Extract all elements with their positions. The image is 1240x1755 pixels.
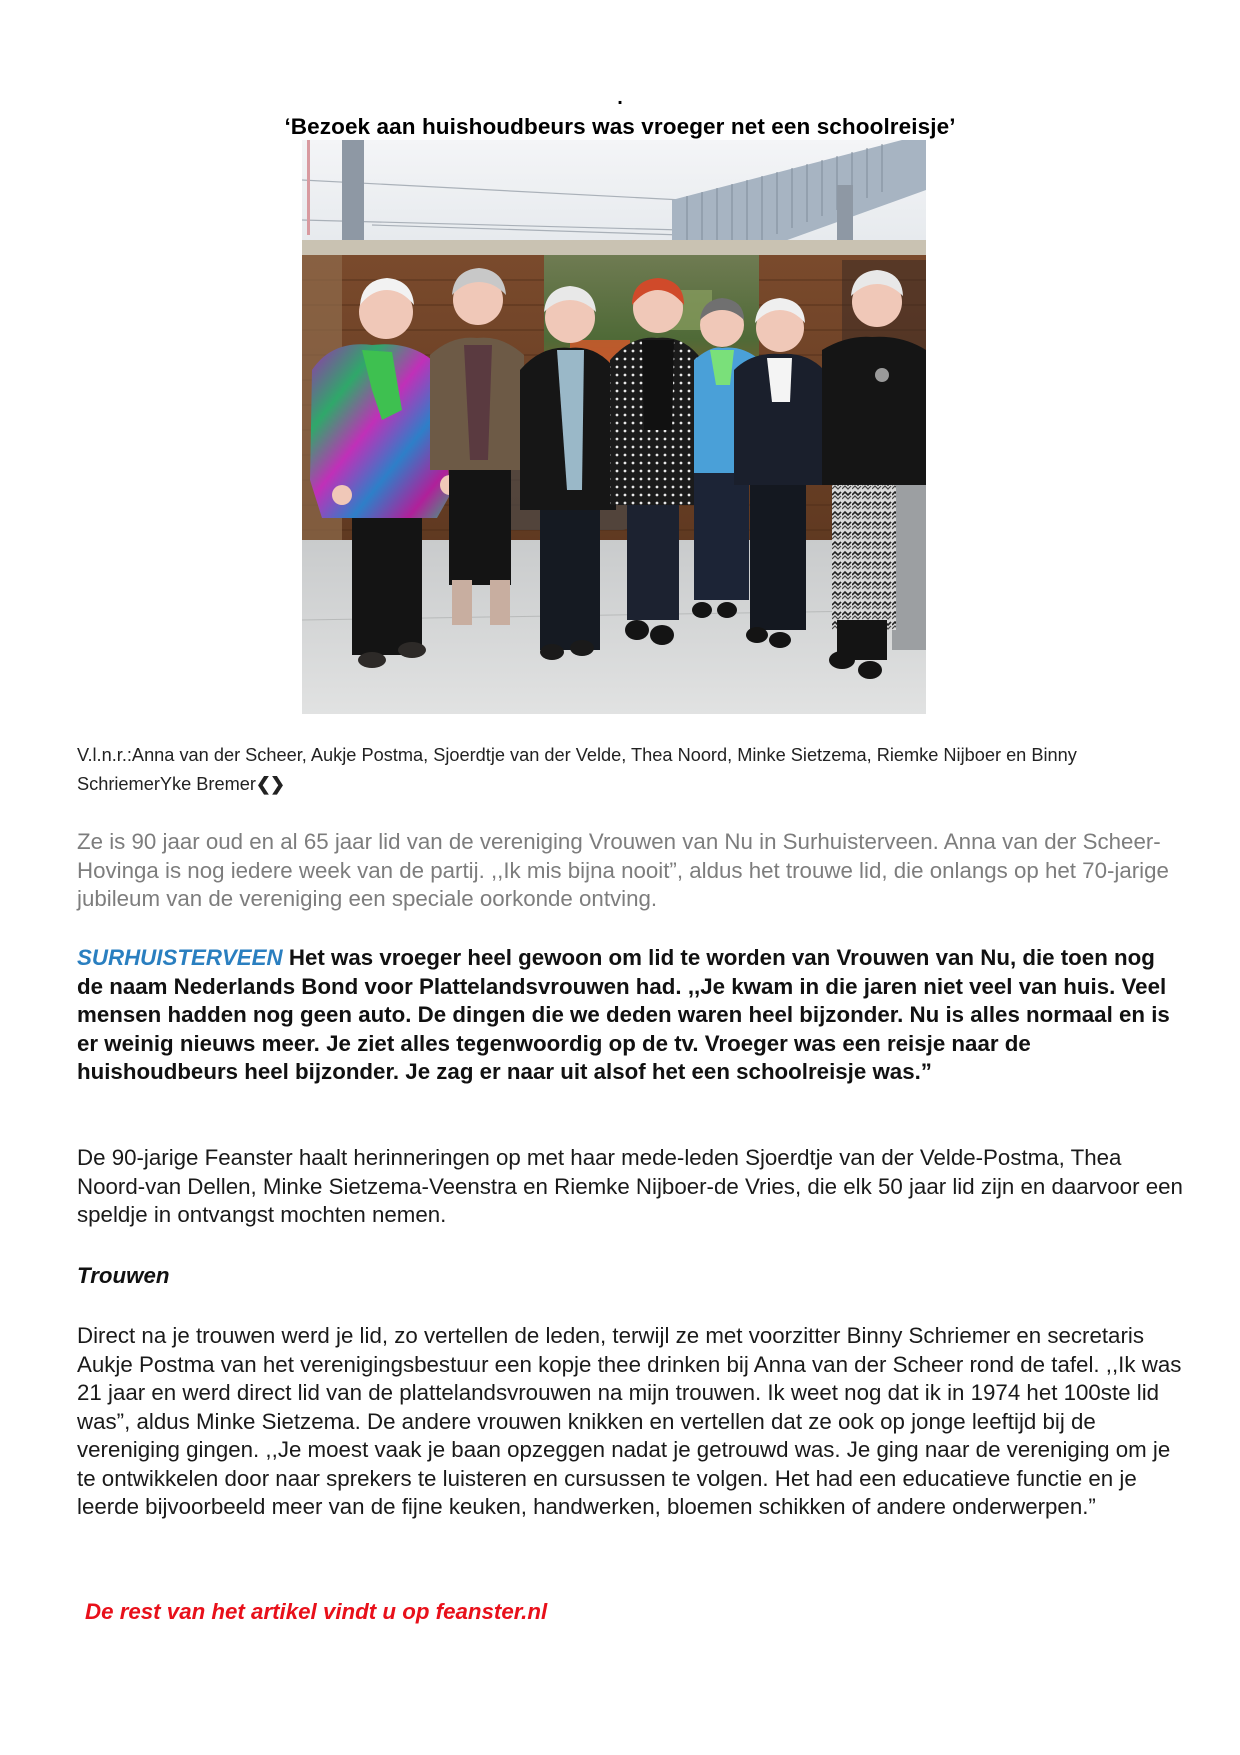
dateline: SURHUISTERVEEN: [77, 945, 283, 970]
read-more-link[interactable]: De rest van het artikel vindt u op feanster.nl: [85, 1599, 548, 1624]
gallery-nav-arrows-icon[interactable]: ❮❯: [255, 774, 285, 794]
separator-dot: .: [617, 87, 623, 109]
caption-text: V.l.n.r.:Anna van der Scheer, Aukje Postma, Sjoerdtje van der Velde, Thea Noord, Minke Sietzema, Riemke Nijboer en Binny SchriemerYke Bremer: [77, 745, 1077, 794]
article-headline: ‘Bezoek aan huishoudbeurs was vroeger net een schoolreisje’: [284, 114, 956, 139]
body-paragraph-1: De 90-jarige Feanster haalt herinneringen op met haar mede-leden Sjoerdtje van der Velde-Postma, Thea Noord-van Dellen, Minke Sietzema-Veenstra en Riemke Nijboer-de Vries, die elk 50 jaar lid zijn en daarvoor een speldje in ontvangst mochten nemen.: [77, 1145, 1183, 1227]
lead-text: Het was vroeger heel gewoon om lid te worden van Vrouwen van Nu, die toen nog de naam Nederlands Bond voor Plattelandsvrouwen had. ,,Je kwam in die jaren niet veel van huis. Veel mensen hadden nog geen auto. De dingen die we deden waren heel bijzonder. Nu is alles normaal en is er weinig nieuws meer. Je ziet alles tegenwoordig op de tv. Vroeger was een reisje naar de huishoudbeurs heel bijzonder. Je zag er naar uit alsof het een schoolreisje was.”: [77, 945, 1170, 1084]
body-paragraph-2: Direct na je trouwen werd je lid, zo vertellen de leden, terwijl ze met voorzitter Binny Schriemer en secretaris Aukje Postma van het verenigingsbestuur een kopje thee drinken bij Anna van der Scheer rond de tafel. ,,Ik was 21 jaar en werd direct lid van de plattelandsvrouwen na mijn trouwen. Ik weet nog dat ik in 1974 het 100ste lid was”, aldus Minke Sietzema. De andere vrouwen knikken en vertellen dat ze ook op jonge leeftijd bij de vereniging gingen. ,,Je moest vaak je baan opzeggen nadat je getrouwd was. Je ging naar de vereniging om je te ontwikkelen door naar sprekers te luisteren en cursussen te volgen. Het had een educatieve functie en je leerde bijvoorbeeld meer van de fijne keuken, handwerken, bloemen schikken of andere onderwerpen.”: [77, 1323, 1182, 1519]
photo-caption: [77, 741, 1187, 799]
intro-paragraph: Ze is 90 jaar oud en al 65 jaar lid van de vereniging Vrouwen van Nu in Surhuisterveen. Anna van der Scheer-Hovinga is nog iedere week van de partij. ,,Ik mis bijna nooit”, aldus het trouwe lid, die onlangs op het 70-jarige jubileum van de vereniging een speciale oorkonde ontving.: [77, 829, 1169, 911]
group-photo: [302, 140, 926, 714]
lead-paragraph: [77, 944, 1187, 1087]
subheading: Trouwen: [77, 1263, 170, 1288]
